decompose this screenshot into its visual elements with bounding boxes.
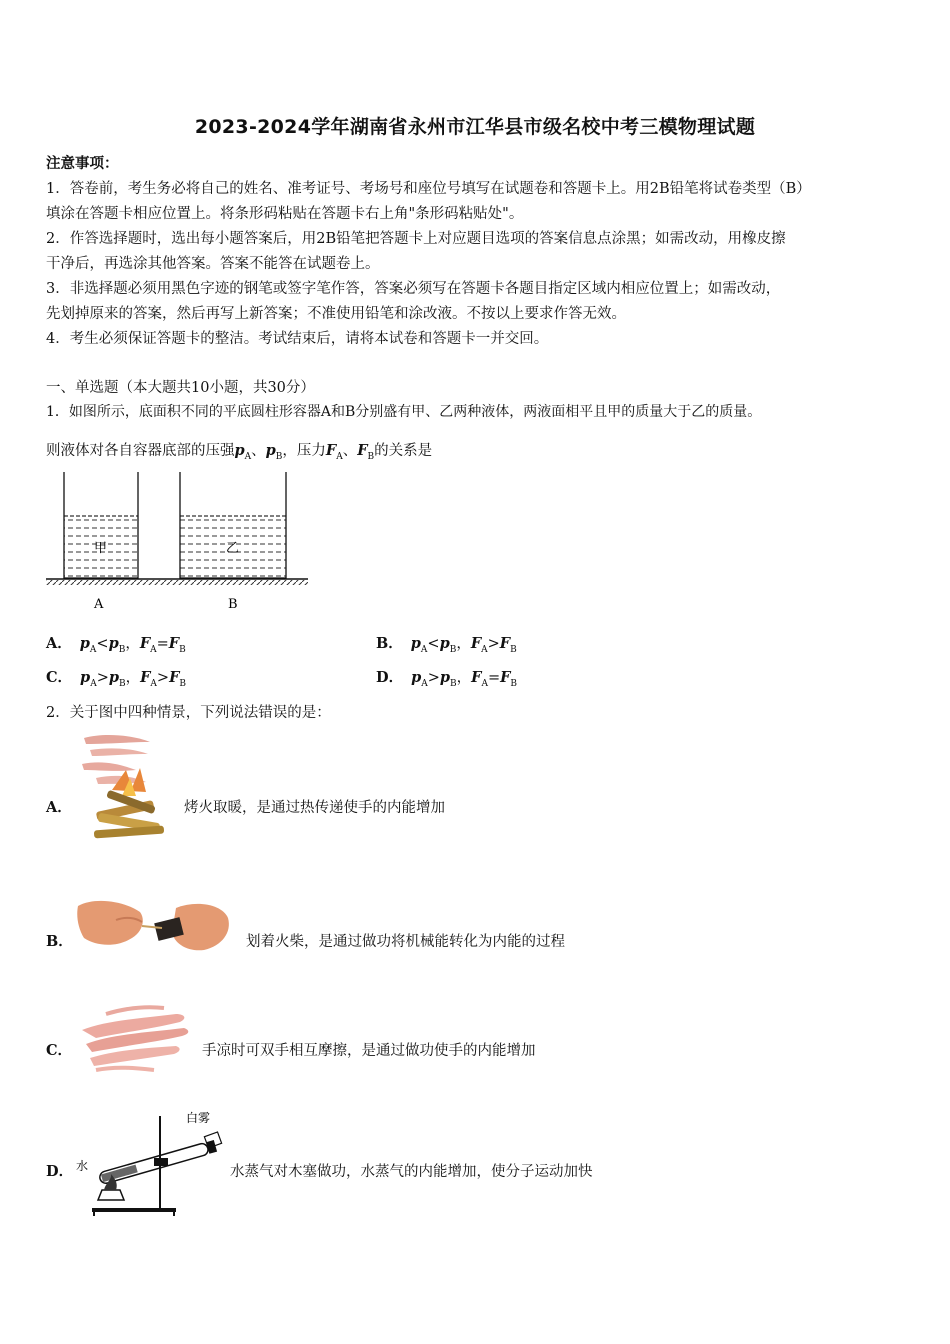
notice-line: 4．考生必须保证答题卡的整洁。考试结束后，请将本试卷和答题卡一并交回。 bbox=[46, 331, 549, 347]
q2-option-c-label[interactable]: C． bbox=[46, 1042, 73, 1059]
containers-figure bbox=[44, 468, 314, 618]
steam-test-tube-icon bbox=[74, 1108, 230, 1220]
q2-option-d-label[interactable]: D． bbox=[46, 1163, 74, 1180]
q2-option-a-label[interactable]: A． bbox=[46, 799, 72, 816]
notice-line: 1．答卷前，考生务必将自己的姓名、准考证号、考场号和座位号填写在试题卷和答题卡上。用2B铅笔将试卷类型（B） bbox=[46, 181, 811, 197]
steam-label: 白雾 bbox=[186, 1111, 211, 1125]
q2-option-a-text: 烤火取暖，是通过热传递使手的内能增加 bbox=[184, 800, 445, 816]
striking-match-icon bbox=[76, 896, 232, 956]
q1-option-c[interactable]: C． $p_A>p_B$，$F_A>F_B$ bbox=[46, 669, 186, 689]
notice-line: 干净后，再选涂其他答案。答案不能答在试题卷上。 bbox=[46, 256, 380, 272]
q1-option-a[interactable]: A． $p_A<p_B$，$F_A=F_B$ bbox=[46, 635, 186, 655]
notice-line: 填涂在答题卡相应位置上。将条形码粘贴在答题卡右上角"条形码粘贴处"。 bbox=[46, 206, 524, 222]
q1-option-b[interactable]: B． $p_A<p_B$，$F_A>F_B$ bbox=[376, 635, 517, 655]
question-2-stem: 2．关于图中四种情景，下列说法错误的是： bbox=[46, 705, 331, 721]
liquid-a-label: 甲 bbox=[94, 541, 108, 556]
container-a-label: A bbox=[94, 597, 104, 612]
q2-option-b-text: 划着火柴，是通过做功将机械能转化为内能的过程 bbox=[246, 934, 565, 950]
page-title: 2023-2024学年湖南省永州市江华县市级名校中考三模物理试题 bbox=[194, 116, 756, 138]
campfire-hands-icon bbox=[76, 730, 176, 845]
notice-heading: 注意事项： bbox=[46, 155, 119, 172]
rubbing-hands-icon bbox=[76, 1004, 196, 1076]
q2-option-d-text: 水蒸气对木塞做功，水蒸气的内能增加，使分子运动加快 bbox=[230, 1164, 593, 1180]
liquid-b-label: 乙 bbox=[226, 541, 240, 556]
q2-option-b-label[interactable]: B． bbox=[46, 933, 73, 950]
container-b-label: B bbox=[228, 597, 238, 612]
section-heading: 一、单选题（本大题共10小题，共30分） bbox=[46, 380, 315, 396]
question-1-stem-2: 则液体对各自容器底部的压强$p_A$、$p_B$，压力$F_A$、$F_B$的关系是 bbox=[46, 442, 433, 462]
question-1-stem: 1．如图所示，底面积不同的平底圆柱形容器A和B分别盛有甲、乙两种液体，两液面相平且甲的质量大于乙的质量。 bbox=[46, 404, 762, 420]
water-label: 水 bbox=[76, 1159, 89, 1173]
notice-line: 先划掉原来的答案，然后再写上新答案；不准使用铅笔和涂改液。不按以上要求作答无效。 bbox=[46, 306, 626, 322]
notice-line: 3．非选择题必须用黑色字迹的钢笔或签字笔作答，答案必须写在答题卡各题目指定区域内相应位置上；如需改动， bbox=[46, 281, 781, 297]
notice-line: 2．作答选择题时，选出每小题答案后，用2B铅笔把答题卡上对应题目选项的答案信息点涂黑；如需改动，用橡皮擦 bbox=[46, 231, 786, 247]
q1-option-d[interactable]: D． $p_A>p_B$，$F_A=F_B$ bbox=[376, 669, 518, 689]
q2-option-c-text: 手凉时可双手相互摩擦，是通过做功使手的内能增加 bbox=[202, 1043, 536, 1059]
